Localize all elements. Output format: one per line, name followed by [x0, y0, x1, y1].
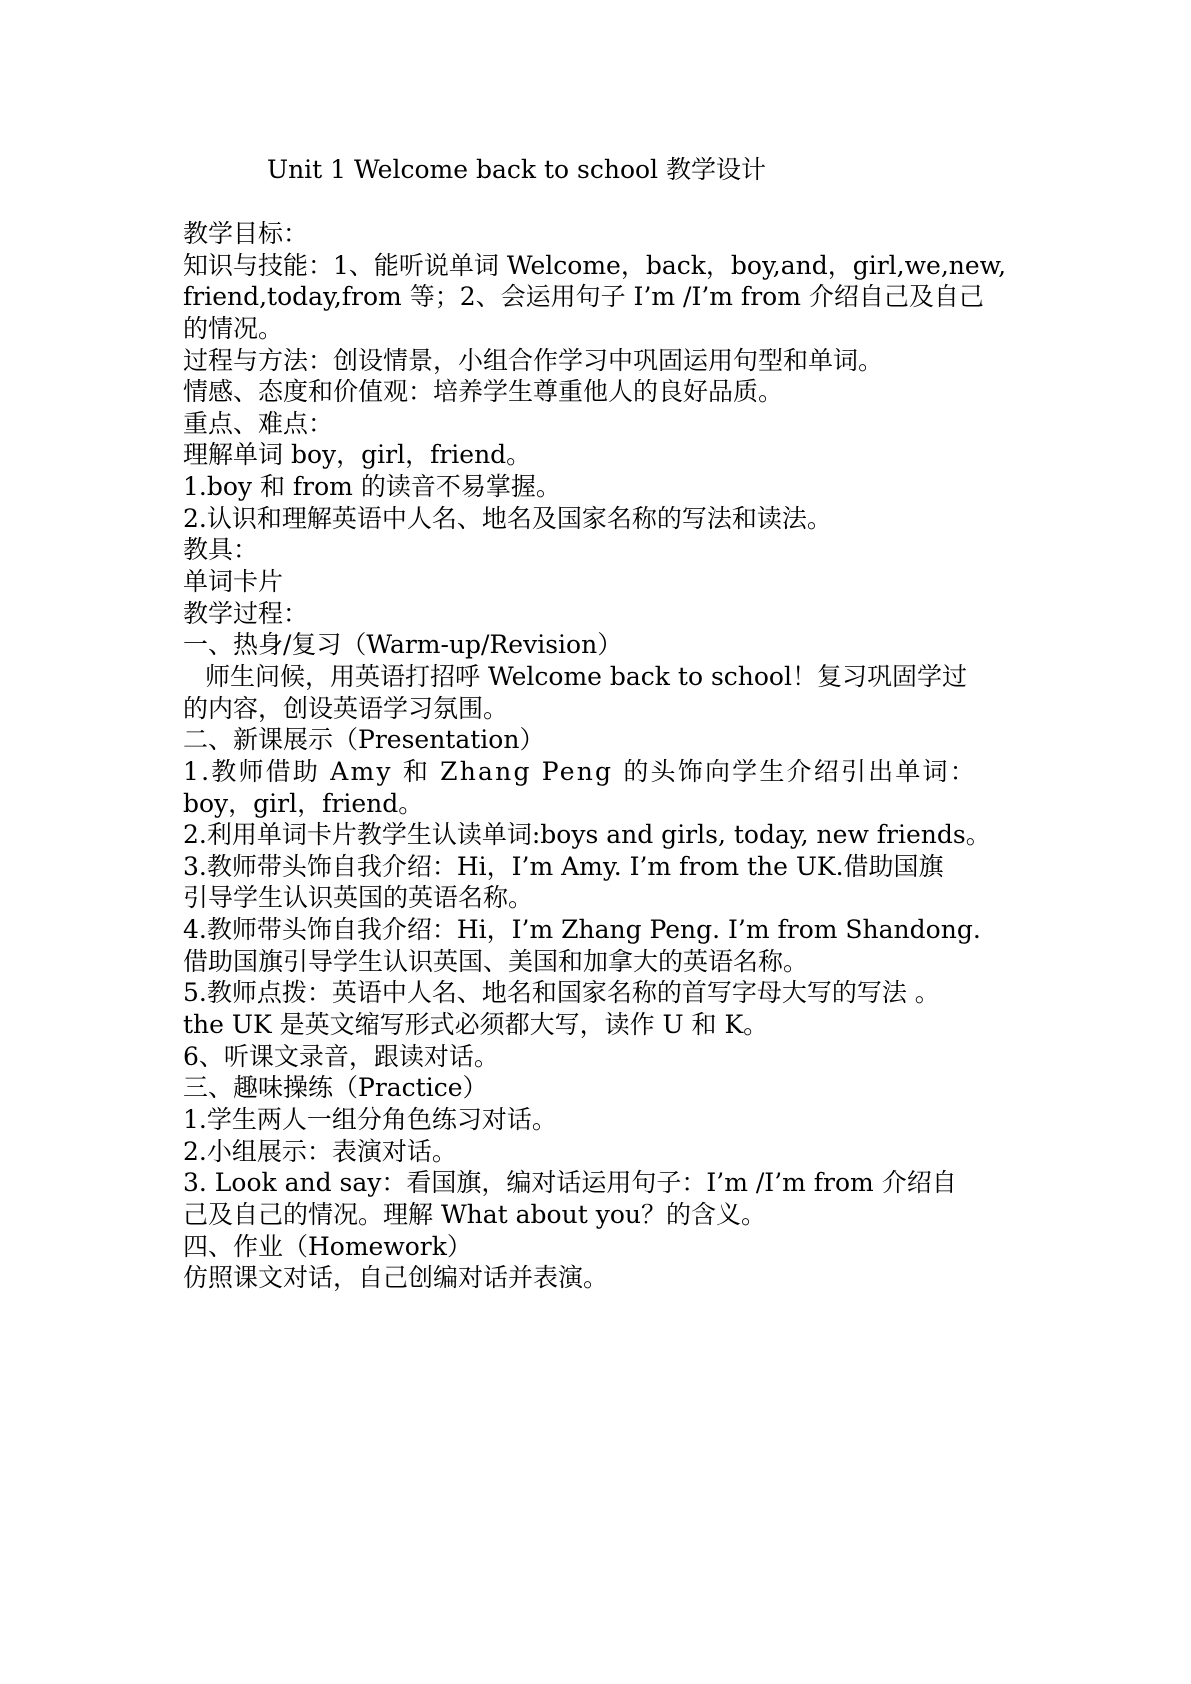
text-line: 引导学生认识英国的英语名称。 — [183, 883, 534, 913]
text-line: 5.教师点拨：英语中人名、地名和国家名称的首写字母大写的写法 。 — [183, 978, 940, 1008]
text-line: 2.认识和理解英语中人名、地名及国家名称的写法和读法。 — [183, 503, 832, 533]
text-line: 3. Look and say：看国旗，编对话运用句子：I’m /I’m from 介绍自 — [183, 1168, 957, 1198]
text-line: 三、趣味操练（Practice） — [183, 1073, 488, 1103]
text-line: 过程与方法：创设情景，小组合作学习中巩固运用句型和单词。 — [183, 345, 884, 375]
text-line: 仿照课文对话，自己创编对话并表演。 — [183, 1263, 609, 1293]
text-line: 教学目标： — [183, 219, 309, 248]
text-line: 教学过程： — [183, 598, 309, 628]
text-line: 1.学生两人一组分角色练习对话。 — [183, 1104, 557, 1134]
text-line: 2.小组展示：表演对话。 — [183, 1136, 457, 1166]
text-line: 一、热身/复习（Warm-up/Revision） — [183, 630, 623, 660]
text-line: 借助国旗引导学生认识英国、美国和加拿大的英语名称。 — [183, 946, 809, 976]
text-line: 四、作业（Homework） — [183, 1231, 472, 1261]
text-line: 理解单词 boy，girl，friend。 — [183, 440, 532, 470]
text-line: the UK 是英文缩写形式必须都大写，读作 U 和 K。 — [183, 1010, 769, 1040]
text-line: boy，girl，friend。 — [183, 788, 424, 818]
text-line: 知识与技能：1、能听说单词 Welcome，back，boy,and，girl,we,new, — [183, 250, 1007, 280]
text-line: 1.boy 和 from 的读音不易掌握。 — [183, 472, 561, 502]
text-line: friend,today,from 等；2、会运用句子 I’m /I’m from 介绍自己及自己 — [183, 282, 984, 312]
document-body — [183, 218, 1023, 1294]
text-line: 二、新课展示（Presentation） — [183, 725, 545, 755]
text-line: 6、听课文录音，跟读对话。 — [183, 1041, 499, 1071]
text-line: 师生问候，用英语打招呼 Welcome back to school！复习巩固学过 — [205, 661, 967, 691]
text-line: 重点、难点： — [183, 408, 334, 438]
document-title: Unit 1 Welcome back to school 教学设计 — [267, 155, 766, 184]
text-line: 的情况。 — [183, 313, 284, 343]
text-line: 1.教师借助 Amy 和 Zhang Peng 的头饰向学生介绍引出单词： — [183, 756, 977, 786]
text-line: 4.教师带头饰自我介绍：Hi，I’m Zhang Peng. I’m from Shandong. — [183, 915, 981, 945]
text-line: 情感、态度和价值观：培养学生尊重他人的良好品质。 — [183, 377, 784, 407]
text-line: 的内容，创设英语学习氛围。 — [183, 693, 509, 723]
text-line: 己及自己的情况。理解 What about you？的含义。 — [183, 1199, 766, 1229]
text-line: 单词卡片 — [183, 567, 284, 597]
text-line: 3.教师带头饰自我介绍：Hi，I’m Amy. I’m from the UK.借助国旗 — [183, 851, 944, 881]
text-line: 教具： — [183, 535, 259, 565]
text-line: 2.利用单词卡片教学生认读单词:boys and girls, today, new friends。 — [183, 820, 991, 850]
